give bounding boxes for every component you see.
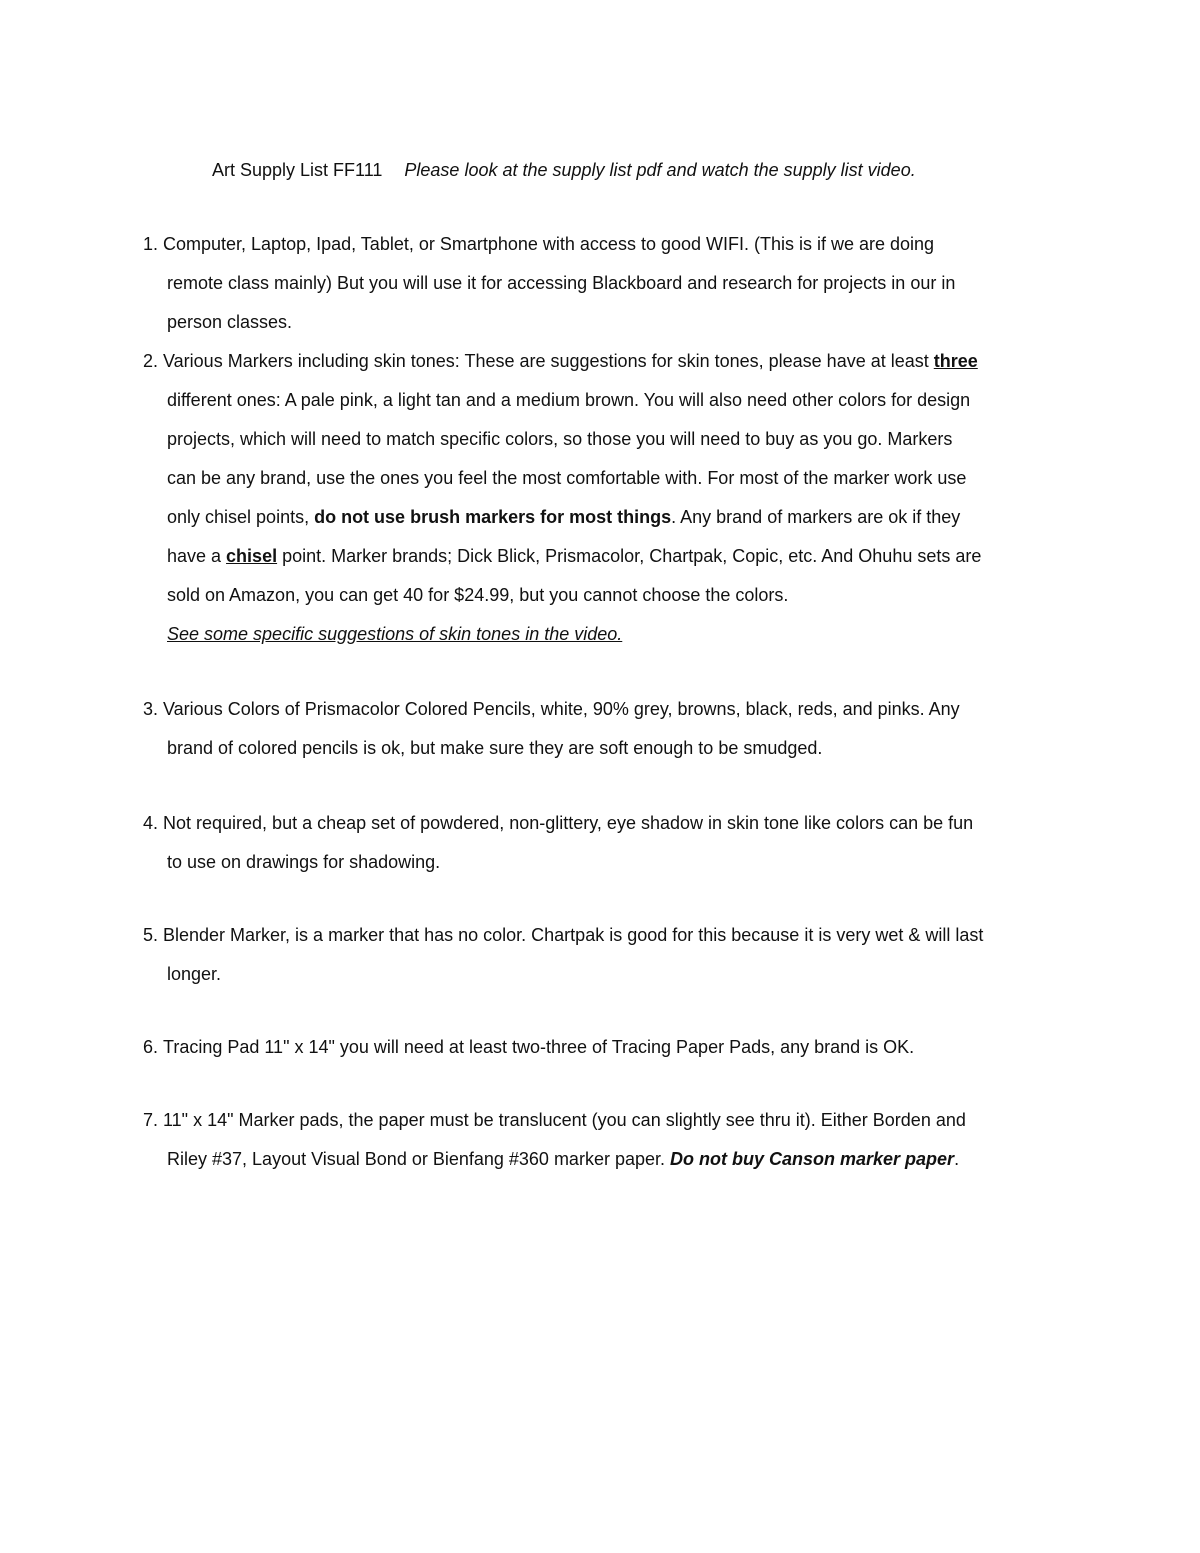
- item-text-line: 11" x 14" Marker pads, the paper must be translucent (you can slightly see thru it). Either Borden and: [163, 1110, 966, 1130]
- item-text-line: remote class mainly) But you will use it for accessing Blackboard and research for projects in our in: [167, 273, 956, 293]
- item-text-line: sold on Amazon, you can get 40 for $24.99, but you cannot choose the colors.: [167, 585, 789, 605]
- item-text-line: Computer, Laptop, Ipad, Tablet, or Smartphone with access to good WIFI. (This is if we are doing: [163, 234, 935, 254]
- item-number: 2.: [143, 351, 159, 371]
- item-text-line: projects, which will need to match specific colors, so those you will need to buy as you go. Markers: [167, 429, 953, 449]
- list-item-5: [143, 916, 1073, 994]
- text-segment: Riley #37, Layout Visual Bond or Bienfang #360 marker paper.: [167, 1149, 670, 1169]
- item-text-line: Various Colors of Prismacolor Colored Pencils, white, 90% grey, browns, black, reds, and pinks. Any: [163, 699, 960, 719]
- item-text-line: longer.: [167, 964, 222, 984]
- list-item-4: [143, 804, 1073, 882]
- item-text-line: Not required, but a cheap set of powdered, non-glittery, eye shadow in skin tone like colors can be fun: [163, 813, 974, 833]
- text-segment: point. Marker brands; Dick Blick, Prismacolor, Chartpak, Copic, etc. And Ohuhu sets are: [277, 546, 982, 566]
- document-title: [212, 158, 916, 182]
- text-segment: .: [954, 1149, 960, 1169]
- text-segment: Various Markers including skin tones: These are suggestions for skin tones, please have at least: [163, 351, 934, 371]
- item-text-line: [163, 1140, 1073, 1179]
- text-segment: . Any brand of markers are ok if they: [671, 507, 961, 527]
- list-item-2: [143, 342, 1073, 654]
- item-number: 5.: [143, 925, 159, 945]
- item-number: 4.: [143, 813, 159, 833]
- list-item-7: [143, 1101, 1073, 1179]
- item-text-line: brand of colored pencils is ok, but make sure they are soft enough to be smudged.: [167, 738, 823, 758]
- item-text-line: to use on drawings for shadowing.: [167, 852, 441, 872]
- item-text-line: different ones: A pale pink, a light tan and a medium brown. You will also need other colors for design: [167, 390, 971, 410]
- item-number: 7.: [143, 1110, 159, 1130]
- text-segment: only chisel points,: [167, 507, 315, 527]
- item-text-line: Blender Marker, is a marker that has no color. Chartpak is good for this because it is very wet & will last: [163, 925, 984, 945]
- item-text-line: can be any brand, use the ones you feel the most comfortable with. For most of the marker work use: [167, 468, 967, 488]
- item-text-line: [163, 342, 1073, 381]
- emphasis-brush-warning: do not use brush markers for most things: [314, 507, 672, 527]
- text-segment: have a: [167, 546, 227, 566]
- item-number: 6.: [143, 1037, 159, 1057]
- emphasis-canson-warning: Do not buy Canson marker paper: [670, 1149, 955, 1169]
- title-main: Art Supply List FF111: [212, 160, 383, 180]
- list-item-1: [143, 225, 1073, 342]
- item-text-line: [163, 498, 1073, 537]
- list-item-6: [143, 1028, 1073, 1067]
- title-note: Please look at the supply list pdf and watch the supply list video.: [404, 160, 916, 180]
- emphasis-three: three: [933, 351, 978, 371]
- item-number: 1.: [143, 234, 159, 254]
- item-text-line: Tracing Pad 11" x 14" you will need at least two-three of Tracing Paper Pads, any brand is OK.: [163, 1037, 915, 1057]
- emphasis-chisel: chisel: [226, 546, 278, 566]
- video-suggestion-note: See some specific suggestions of skin tones in the video.: [167, 624, 623, 644]
- list-item-3: [143, 690, 1073, 768]
- item-text-line: person classes.: [167, 312, 293, 332]
- item-number: 3.: [143, 699, 159, 719]
- item-text-line: [163, 537, 1073, 576]
